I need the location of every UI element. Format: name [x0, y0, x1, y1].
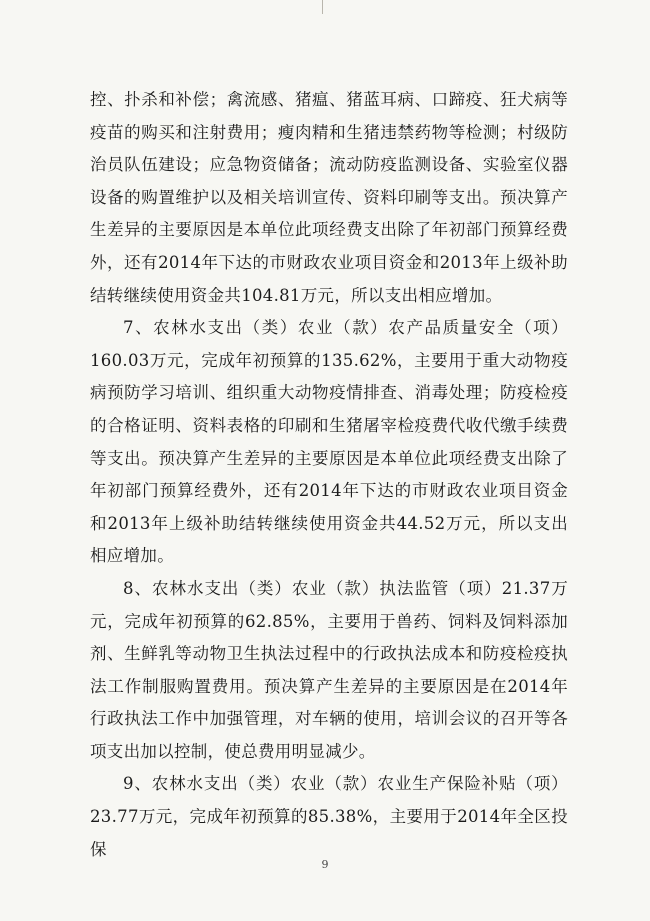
page-number: 9 — [321, 858, 329, 871]
paragraph-item-9: 9、农林水支出（类）农业（款）农业生产保险补贴（项）23.77万元，完成年初预算的85.38%，主要用于2014年全区投保 — [90, 774, 568, 859]
scan-mark — [322, 0, 323, 14]
paragraph-item-7: 7、农林水支出（类）农业（款）农产品质量安全（项）160.03万元，完成年初预算的135.62%，主要用于重大动物疫病预防学习培训、组织重大动物疫情排查、消毒处理；防疫检疫的合格证明、资料表格的印刷和生猪屠宰检疫费代收代缴手续费等支出。预决算产生差异的主要原因是本单位此项经费支出除了年初部门预算经费外，还有2014年下达的市财政农业项目资金和2013年上级补助结转继续使用资金共44.52万元，所以支出相应增加。 — [90, 318, 568, 566]
body-text — [90, 84, 568, 866]
paragraph-continued: 控、扑杀和补偿；禽流感、猪瘟、猪蓝耳病、口蹄疫、狂犬病等疫苗的购买和注射费用；瘦肉精和生猪违禁药物等检测；村级防治员队伍建设；应急物资储备；流动防疫监测设备、实验室仪器设备的购置维护以及相关培训宣传、资料印刷等支出。预决算产生差异的主要原因是本单位此项经费支出除了年初部门预算经费外，还有2014年下达的市财政农业项目资金和2013年上级补助结转继续使用资金共104.81万元，所以支出相应增加。 — [90, 90, 568, 305]
paragraph-item-8: 8、农林水支出（类）农业（款）执法监管（项）21.37万元，完成年初预算的62.85%，主要用于兽药、饲料及饲料添加剂、生鲜乳等动物卫生执法过程中的行政执法成本和防疫检疫执法工作制服购置费用。预决算产生差异的主要原因是在2014年行政执法工作中加强管理，对车辆的使用，培训会议的召开等各项支出加以控制，使总费用明显减少。 — [90, 578, 568, 761]
